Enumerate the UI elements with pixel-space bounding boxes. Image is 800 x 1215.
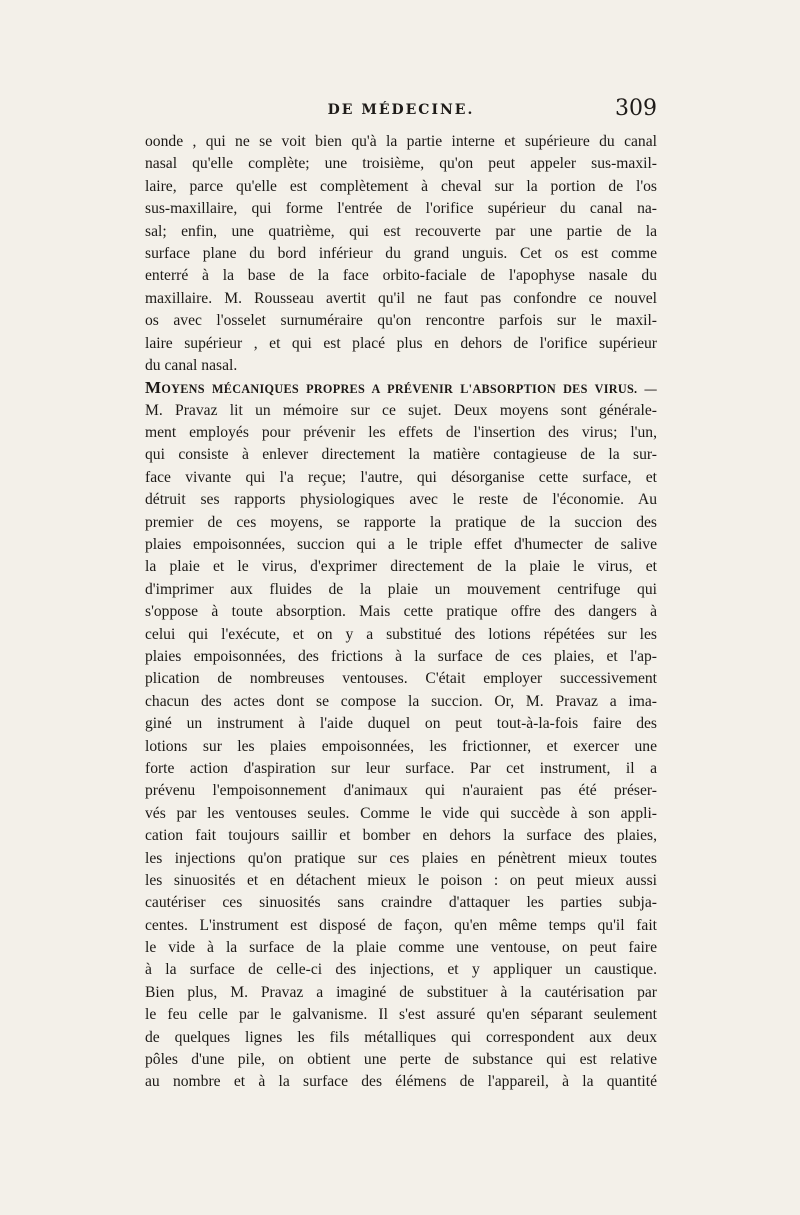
text-line: les sinuosités et en détachent mieux le poison : on peut mieux aussi <box>145 871 657 889</box>
text-line: s'oppose à toute absorption. Mais cette pratique offre des dangers à <box>145 603 657 621</box>
text-line: les injections qu'on pratique sur ces plaies en pénètrent mieux toutes <box>145 849 657 867</box>
page-number: 309 <box>615 96 657 121</box>
section-heading-text: OYENS MÉCANIQUES PROPRES A PRÉVENIR L'ABSORPTION DES VIRUS. — <box>161 382 657 397</box>
text-line: vés par les ventouses seules. Comme le vide qui succède à son appli- <box>145 804 657 822</box>
running-title: DE MÉDECINE. <box>327 102 475 118</box>
text-line: cation fait toujours saillir et bomber en dehors la surface des plaies, <box>145 827 657 845</box>
text-line: ment employés pour prévenir les effets de l'insertion des virus; l'un, <box>145 424 657 442</box>
text-line: prévenu l'empoisonnement d'animaux qui n'auraient pas été préser- <box>145 782 657 800</box>
text-line: la plaie et le virus, d'exprimer directement de la plaie le virus, et <box>145 558 657 576</box>
section-heading <box>145 377 657 399</box>
text-line: cautériser ces sinuosités sans craindre d'attaquer les parties subja- <box>145 894 657 912</box>
text-line: le vide à la surface de la plaie comme une ventouse, on peut faire <box>145 939 657 957</box>
text-line: giné un instrument à l'aide duquel on peut tout-à-la-fois faire des <box>145 715 657 733</box>
text-line: chacun des actes dont se compose la succion. Or, M. Pravaz a ima- <box>145 692 657 710</box>
text-line: sal; enfin, une quatrième, qui est recouverte par une partie de la <box>145 222 657 240</box>
text-line: Bien plus, M. Pravaz a imaginé de substituer à la cautérisation par <box>145 983 657 1001</box>
section-heading-initial: M <box>145 378 162 398</box>
text-line: enterré à la base de la face orbito-faciale de l'apophyse nasale du <box>145 267 657 285</box>
text-line: plaies empoisonnées, des frictions à la surface de ces plaies, et l'ap- <box>145 647 657 665</box>
text-line: forte action d'aspiration sur leur surface. Par cet instrument, il a <box>145 759 657 777</box>
text-line: détruit ses rapports physiologiques avec le reste de l'économie. Au <box>145 491 657 509</box>
text-line: laire supérieur , et qui est placé plus en dehors de l'orifice supérieur <box>145 334 657 352</box>
paragraph-pravaz <box>145 400 657 1094</box>
text-line: de quelques lignes les fils métalliques qui correspondent aux deux <box>145 1028 657 1046</box>
text-line: pôles d'une pile, on obtient une perte de substance qui est relative <box>145 1051 657 1069</box>
text-line: laire, parce qu'elle est complètement à cheval sur la portion de l'os <box>145 177 657 195</box>
paragraph-continuation <box>145 131 657 377</box>
text-line: à la surface de celle-ci des injections, et y appliquer un caustique. <box>145 961 657 979</box>
text-line: le feu celle par le galvanisme. Il s'est assuré qu'en séparant seulement <box>145 1006 657 1024</box>
text-line: sus-maxillaire, qui forme l'entrée de l'orifice supérieur du canal na- <box>145 200 657 218</box>
text-line: du canal nasal. <box>145 356 238 374</box>
text-line: au nombre et à la surface des élémens de l'appareil, à la quantité <box>145 1073 657 1091</box>
text-line: plication de nombreuses ventouses. C'était employer successivement <box>145 670 657 688</box>
text-line: face vivante qui l'a reçue; l'autre, qui désorganise cette surface, et <box>145 468 657 486</box>
text-line: qui consiste à enlever directement la matière contagieuse de la sur- <box>145 446 657 464</box>
text-line: nasal qu'elle complète; une troisième, qu'on peut appeler sus-maxil- <box>145 155 657 173</box>
text-line: celui qui l'exécute, et on y a substitué des lotions répétées sur les <box>145 625 657 643</box>
text-line: M. Pravaz lit un mémoire sur ce sujet. Deux moyens sont générale- <box>145 401 657 419</box>
page-header <box>145 96 657 130</box>
text-line: surface plane du bord inférieur du grand unguis. Cet os est comme <box>145 244 657 262</box>
text-line: plaies empoisonnées, succion qui a le triple effet d'humecter de salive <box>145 536 657 554</box>
text-line: d'imprimer aux fluides de la plaie un mouvement centrifuge qui <box>145 580 657 598</box>
text-line: oonde , qui ne se voit bien qu'à la partie interne et supérieure du canal <box>145 133 657 150</box>
body-text <box>145 131 657 1094</box>
text-line: os avec l'osselet surnuméraire qu'on rencontre parfois sur le maxil- <box>145 312 657 330</box>
text-line: centes. L'instrument est disposé de façon, qu'en même temps qu'il fait <box>145 916 657 934</box>
text-line: premier de ces moyens, se rapporte la pratique de la succion des <box>145 513 657 531</box>
text-line: maxillaire. M. Rousseau avertit qu'il ne faut pas confondre ce nouvel <box>145 289 657 307</box>
text-line: lotions sur les plaies empoisonnées, les frictionner, et exercer une <box>145 737 657 755</box>
